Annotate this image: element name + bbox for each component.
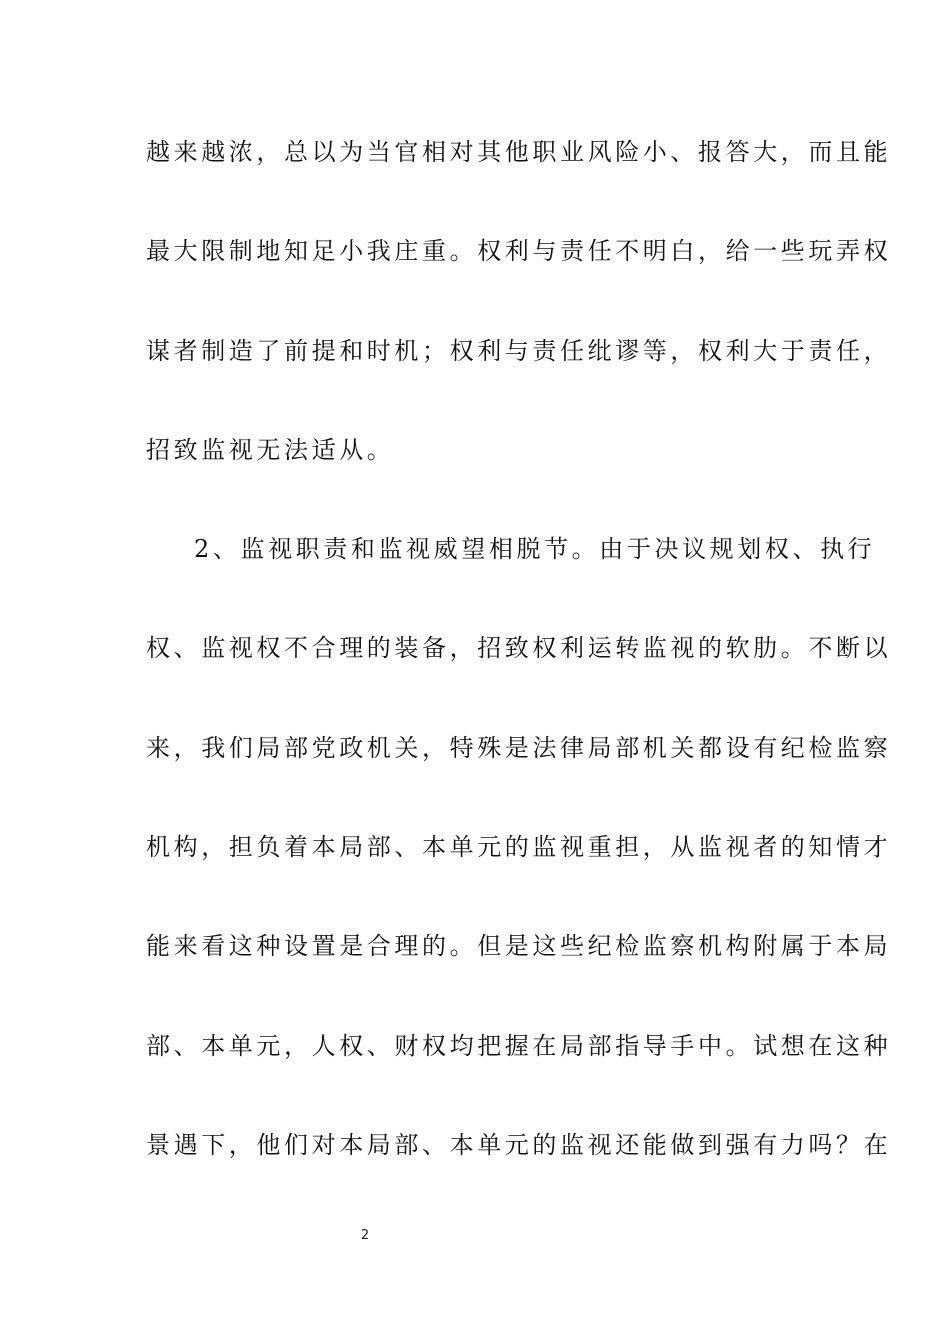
text-line: 权、监视权不合理的装备，招致权利运转监视的软肋。不断以	[146, 634, 892, 662]
text-line: 部、本单元，人权、财权均把握在局部指导手中。试想在这种	[146, 1032, 892, 1060]
text-line: 景遇下，他们对本局部、本单元的监视还能做到强有力吗？在	[146, 1131, 892, 1159]
text-line: 最大限制地知足小我庄重。权利与责任不明白，给一些玩弄权	[146, 237, 892, 265]
text-line: 能来看这种设置是合理的。但是这些纪检监察机构附属于本局	[146, 932, 892, 960]
text-line: 招致监视无法适从。	[146, 436, 395, 464]
text-line: 越来越浓，总以为当官相对其他职业风险小、报答大，而且能	[146, 138, 892, 166]
text-line: 谋者制造了前提和时机；权利与责任纰谬等，权利大于责任，	[146, 337, 892, 365]
text-line: 机构，担负着本局部、本单元的监视重担，从监视者的知情才	[146, 833, 892, 861]
page-number: 2	[360, 1228, 370, 1243]
text-line: 2、监视职责和监视威望相脱节。由于决议规划权、执行	[194, 535, 876, 563]
text-line: 来，我们局部党政机关，特殊是法律局部机关都设有纪检监察	[146, 734, 892, 762]
